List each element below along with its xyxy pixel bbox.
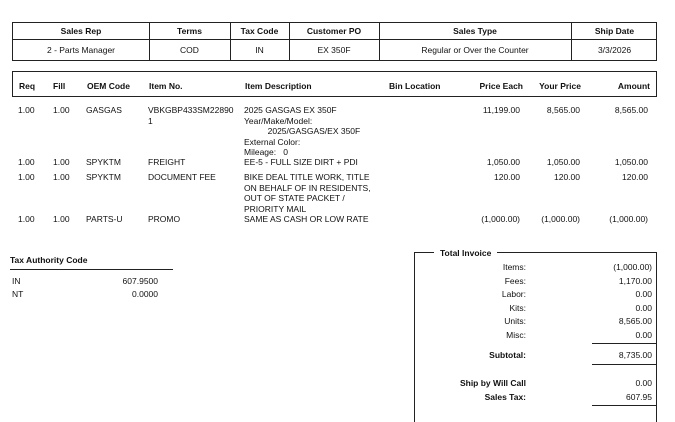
- total-value-labor: 0.00: [635, 289, 652, 299]
- row-fill: 1.00: [53, 214, 70, 224]
- total-label-items: Items:: [502, 262, 526, 272]
- total-label-misc: Misc:: [506, 330, 526, 340]
- total-label-units: Units:: [504, 316, 526, 326]
- terms-value: COD: [180, 45, 199, 55]
- row-price-each: 11,199.00: [482, 105, 520, 115]
- row-oem-code: SPYKTM: [86, 172, 121, 182]
- row-req: 1.00: [18, 172, 35, 182]
- total-value-kits: 0.00: [635, 303, 652, 313]
- customer-po-value: EX 350F: [317, 45, 351, 55]
- row-your-price: (1,000.00): [541, 214, 580, 224]
- header-row-divider: [13, 39, 656, 40]
- header-label-customer-po: Customer PO: [306, 26, 362, 36]
- total-value-units: 8,565.00: [618, 316, 652, 326]
- col-price-each: Price Each: [479, 81, 523, 91]
- row-oem-code: SPYKTM: [86, 157, 121, 167]
- row-desc-line: ON BEHALF OF IN RESIDENTS,: [244, 183, 371, 193]
- row-desc-line: SAME AS CASH OR LOW RATE: [244, 214, 369, 224]
- tax-rate: 0.0000: [132, 289, 158, 299]
- tax-code-value: IN: [255, 45, 264, 55]
- header-label-terms: Terms: [177, 26, 202, 36]
- row-desc-line: PRIORITY MAIL: [244, 204, 307, 214]
- col-fill: Fill: [53, 81, 66, 91]
- header-label-sales-type: Sales Type: [453, 26, 497, 36]
- box-border-left: [414, 252, 415, 422]
- total-value-subtotal: 8,735.00: [618, 350, 652, 360]
- line-items-header: [12, 71, 657, 97]
- row-desc-line: 2025 GASGAS EX 350F: [244, 105, 337, 115]
- col-item-description: Item Description: [245, 81, 312, 91]
- total-label-labor: Labor:: [501, 289, 526, 299]
- tax-authority-title: Tax Authority Code: [10, 255, 88, 265]
- tax-authority-divider: [10, 269, 173, 270]
- subtotal-divider: [592, 343, 656, 344]
- col-bin-location: Bin Location: [389, 81, 441, 91]
- total-value-ship-will-call: 0.00: [635, 378, 652, 388]
- row-oem-code: GASGAS: [86, 105, 122, 115]
- row-oem-code: PARTS-U: [86, 214, 123, 224]
- row-req: 1.00: [18, 157, 35, 167]
- col-oem-code: OEM Code: [87, 81, 130, 91]
- row-item-no: PROMO: [148, 214, 181, 224]
- tax-rate: 607.9500: [122, 276, 158, 286]
- row-amount: 1,050.00: [614, 157, 648, 167]
- header-label-sales-rep: Sales Rep: [60, 26, 102, 36]
- row-desc-line: BIKE DEAL TITLE WORK, TITLE: [244, 172, 370, 182]
- tax-code: NT: [12, 289, 24, 299]
- row-desc-line: Mileage: 0: [244, 147, 288, 157]
- total-label-kits: Kits:: [509, 303, 526, 313]
- sales-type-value: Regular or Over the Counter: [421, 45, 529, 55]
- total-label-subtotal: Subtotal:: [489, 350, 526, 360]
- row-req: 1.00: [18, 214, 35, 224]
- row-amount: (1,000.00): [609, 214, 648, 224]
- total-value-fees: 1,170.00: [618, 276, 652, 286]
- box-border-top: [414, 252, 434, 253]
- row-item-no: VBKGBP433SM22890: [148, 105, 234, 115]
- row-price-each: (1,000.00): [481, 214, 520, 224]
- col-req: Req: [19, 81, 36, 91]
- ship-date-value: 3/3/2026: [597, 45, 632, 55]
- row-desc-line: External Color:: [244, 137, 301, 147]
- total-label-sales-tax: Sales Tax:: [484, 392, 526, 402]
- sales-tax-divider: [592, 405, 656, 406]
- row-fill: 1.00: [53, 172, 70, 182]
- header-label-tax-code: Tax Code: [240, 26, 279, 36]
- row-desc-line: Year/Make/Model:: [244, 116, 313, 126]
- row-fill: 1.00: [53, 157, 70, 167]
- col-amount: Amount: [617, 81, 650, 91]
- row-price-each: 120.00: [494, 172, 520, 182]
- row-req: 1.00: [18, 105, 35, 115]
- tax-code: IN: [12, 276, 21, 286]
- total-value-items: (1,000.00): [613, 262, 652, 272]
- row-desc-line: OUT OF STATE PACKET /: [244, 193, 345, 203]
- row-fill: 1.00: [53, 105, 70, 115]
- row-your-price: 8,565.00: [546, 105, 580, 115]
- row-your-price: 120.00: [554, 172, 580, 182]
- invoice-header-table: [12, 22, 657, 61]
- row-item-no: DOCUMENT FEE: [148, 172, 216, 182]
- total-label-ship-will-call: Ship by Will Call: [459, 378, 526, 388]
- box-border-top: [497, 252, 657, 253]
- total-invoice-title: Total Invoice: [440, 248, 492, 258]
- col-your-price: Your Price: [539, 81, 581, 91]
- row-item-no-cont: 1: [148, 116, 153, 126]
- row-amount: 120.00: [622, 172, 648, 182]
- subtotal-divider: [592, 364, 656, 365]
- sales-rep-value: 2 - Parts Manager: [46, 45, 116, 55]
- col-item-no: Item No.: [149, 81, 183, 91]
- row-item-no: FREIGHT: [148, 157, 186, 167]
- row-your-price: 1,050.00: [546, 157, 580, 167]
- total-value-misc: 0.00: [635, 330, 652, 340]
- total-label-fees: Fees:: [504, 276, 526, 286]
- row-desc-line: EE-5 - FULL SIZE DIRT + PDI: [244, 157, 358, 167]
- row-price-each: 1,050.00: [486, 157, 520, 167]
- row-desc-line: 2025/GASGAS/EX 350F: [244, 126, 361, 136]
- total-value-sales-tax: 607.95: [626, 392, 652, 402]
- row-amount: 8,565.00: [614, 105, 648, 115]
- box-border-right: [656, 252, 657, 422]
- header-label-ship-date: Ship Date: [594, 26, 635, 36]
